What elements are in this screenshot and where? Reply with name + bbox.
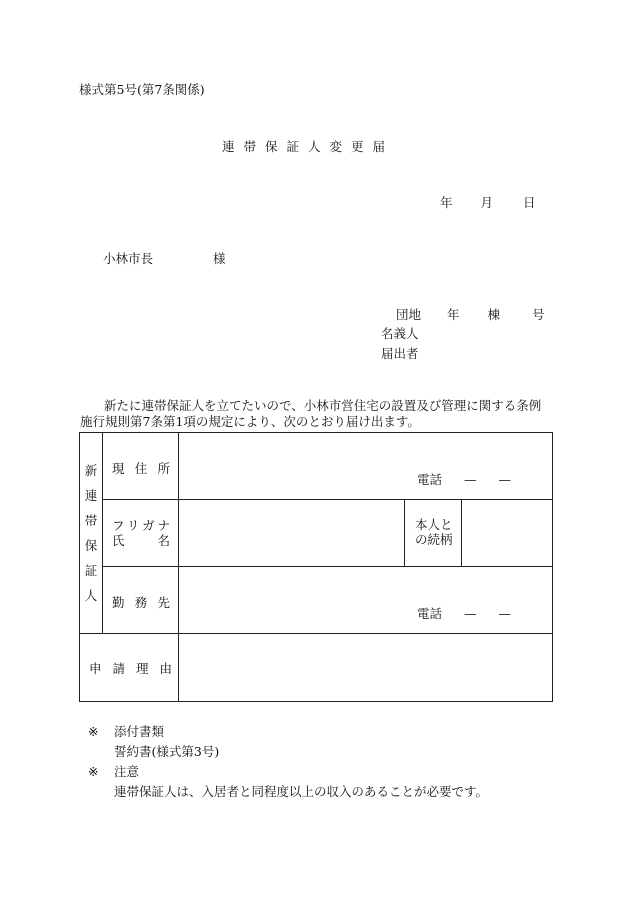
relation-label-line2: の続柄 [415, 532, 453, 547]
attachments-row [88, 722, 488, 742]
phone-dash: — [498, 606, 511, 621]
name-label: 氏名 [112, 533, 170, 548]
nominee-label: 名義人 [381, 326, 419, 341]
reason-label-cell [80, 634, 179, 702]
furigana-label: フリガナ [112, 518, 170, 533]
workplace-label: 勤務先 [112, 595, 170, 610]
unit-year: 年 [447, 307, 460, 322]
unit-number: 号 [532, 307, 545, 322]
addressee [103, 249, 226, 267]
phone-label: 電話 [417, 606, 443, 621]
intro-text: 新たに連帯保証人を立てたいので、小林市営住宅の設置及び管理に関する条例施行規則第7条第1項の規定により、次のとおり届け出ます。 [80, 398, 542, 429]
phone-dash: — [464, 472, 477, 487]
address-phone [417, 470, 511, 488]
caution-text-row [88, 782, 488, 802]
note-mark: ※ [88, 724, 99, 739]
phone-dash: — [498, 472, 511, 487]
page-title: 連帯保証人変更届 [222, 139, 395, 154]
workplace-phone [417, 604, 511, 622]
attachment-item-row [88, 742, 488, 762]
date-year: 年 [440, 195, 453, 210]
side-label-cell [80, 433, 103, 634]
address-label: 現住所 [112, 461, 170, 476]
phone-dash: — [464, 606, 477, 621]
reason-field[interactable] [179, 634, 553, 702]
relation-label-cell [405, 500, 462, 567]
workplace-label-cell [103, 567, 179, 634]
address-field[interactable] [179, 433, 553, 500]
unit-complex: 団地 [396, 307, 422, 322]
form-number: 様式第5号(第7条関係) [79, 82, 205, 97]
caution-text: 連帯保証人は、入居者と同程度以上の収入のあることが必要です。 [114, 784, 489, 799]
caution-label: 注意 [114, 764, 140, 779]
date-day: 日 [523, 195, 536, 210]
unit-building: 棟 [487, 307, 501, 322]
side-label: 新連帯保証人 [84, 463, 98, 603]
notes [88, 722, 488, 802]
date-line [440, 193, 536, 211]
addressee-honorific: 様 [213, 251, 226, 266]
unit-line [396, 305, 545, 323]
applicant-label: 届出者 [381, 346, 419, 361]
attachments-label: 添付書類 [114, 724, 165, 739]
name-field[interactable] [179, 500, 405, 567]
workplace-field[interactable] [179, 567, 553, 634]
attachment-item: 誓約書(様式第3号) [114, 744, 220, 759]
phone-label: 電話 [417, 472, 443, 487]
guarantor-table [79, 432, 553, 702]
relation-field[interactable] [462, 500, 553, 567]
note-mark: ※ [88, 764, 99, 779]
reason-label: 申請理由 [89, 660, 172, 676]
caution-row [88, 762, 488, 782]
addressee-name: 小林市長 [103, 251, 154, 266]
date-month: 月 [480, 195, 494, 210]
relation-label-line1: 本人と [415, 517, 453, 532]
address-label-cell [103, 433, 179, 500]
name-label-cell [103, 500, 179, 567]
